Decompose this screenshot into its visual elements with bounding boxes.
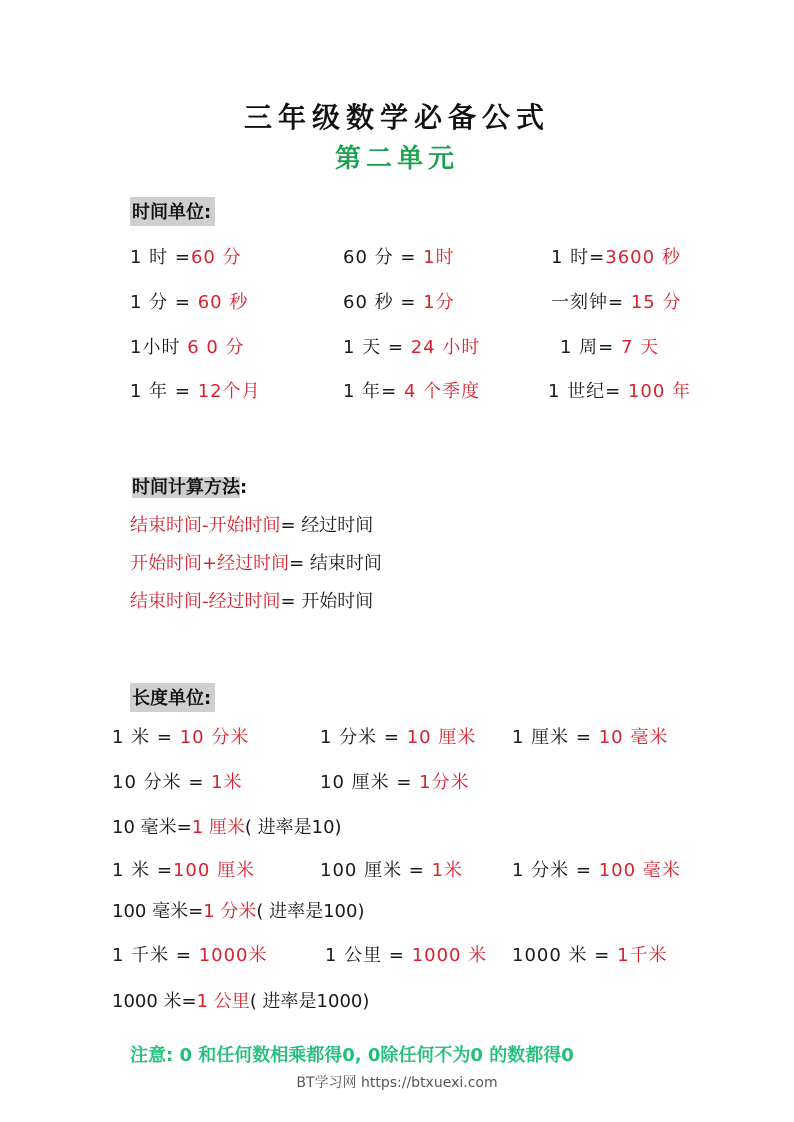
length-unit-item: 1 分米 = 10 厘米 [320, 727, 477, 748]
length-unit-item: 1 公里 = 1000 米 [325, 945, 488, 966]
time-unit-item: 1 时 =60 分 [130, 247, 242, 268]
length-unit-item: 1000 米=1 公里( 进率是1000) [112, 991, 370, 1012]
length-unit-item: 100 毫米=1 分米( 进率是100) [112, 901, 365, 922]
footer-watermark: BT学习网 https://btxuexi.com [296, 1075, 498, 1091]
time-unit-item: 1 分 = 60 秒 [130, 292, 249, 313]
time-calc-formula: 结束时间-开始时间= 经过时间 [130, 515, 374, 536]
length-unit-item: 10 毫米=1 厘米( 进率是10) [112, 817, 342, 838]
time-unit-item: 1 年= 4 个季度 [343, 381, 481, 402]
length-unit-item: 10 分米 = 1米 [112, 772, 243, 793]
time-unit-item: 1 年 = 12个月 [130, 381, 261, 402]
length-unit-item: 100 厘米 = 1米 [320, 860, 464, 881]
section-heading-length-units: 长度单位: [130, 683, 215, 712]
length-unit-item: 1 分米 = 100 毫米 [512, 860, 681, 881]
length-unit-item: 1 米 = 10 分米 [112, 727, 250, 748]
section-heading-time-units: 时间单位: [130, 197, 215, 226]
time-calc-formula: 结束时间-经过时间= 开始时间 [130, 591, 374, 612]
time-calc-formula: 开始时间+经过时间= 结束时间 [130, 553, 382, 574]
time-unit-item: 1 世纪= 100 年 [548, 381, 692, 402]
page-subtitle: 第二单元 [334, 144, 459, 174]
length-unit-item: 1 千米 = 1000米 [112, 945, 268, 966]
time-unit-item: 1小时 6 0 分 [130, 337, 245, 358]
length-unit-item: 10 厘米 = 1分米 [320, 772, 470, 793]
section-heading-time-calc: 时间计算方法: [132, 477, 248, 498]
time-unit-item: 60 分 = 1时 [343, 247, 455, 268]
note-text: 注意: 0 和任何数相乘都得0, 0除任何不为0 的数都得0 [130, 1045, 574, 1066]
time-unit-item: 1 周= 7 天 [560, 337, 660, 358]
length-unit-item: 1000 米 = 1千米 [512, 945, 668, 966]
time-unit-item: 1 时=3600 秒 [551, 247, 681, 268]
length-unit-item: 1 米 =100 厘米 [112, 860, 256, 881]
time-unit-item: 60 秒 = 1分 [343, 292, 455, 313]
page-title: 三年级数学必备公式 [243, 101, 550, 134]
time-unit-item: 一刻钟= 15 分 [551, 292, 682, 313]
time-unit-item: 1 天 = 24 小时 [343, 337, 481, 358]
length-unit-item: 1 厘米 = 10 毫米 [512, 727, 669, 748]
